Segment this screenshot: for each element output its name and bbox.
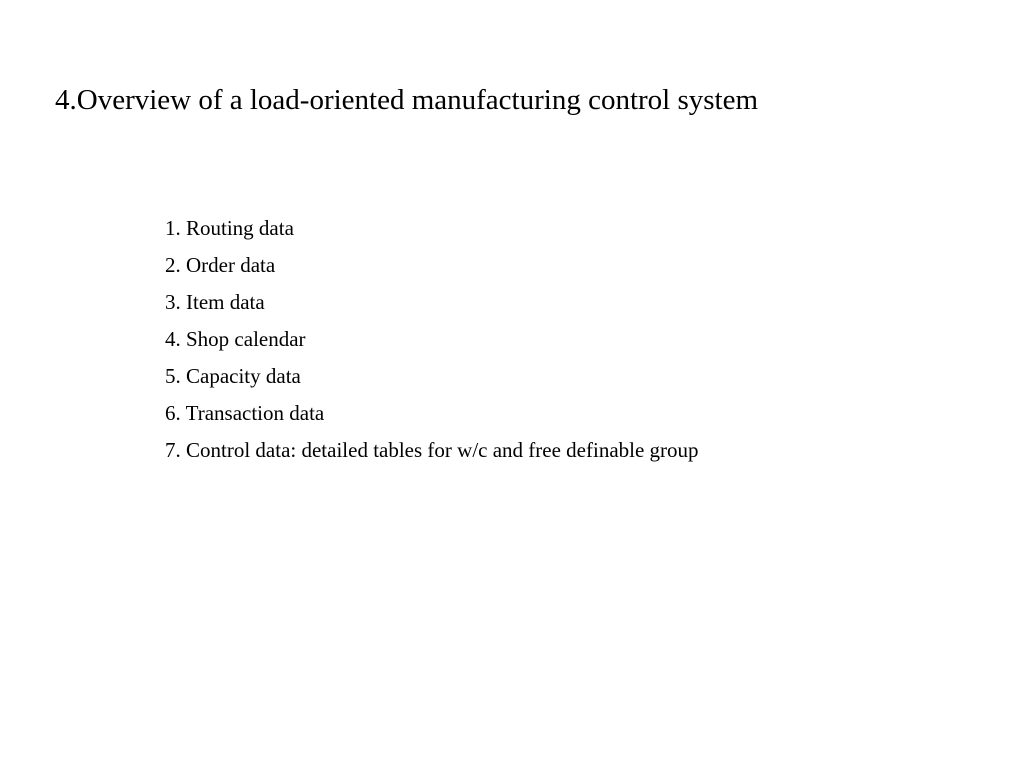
list-item-routing-data: 1. Routing data <box>165 216 294 240</box>
list-item-shop-calendar: 4. Shop calendar <box>165 327 306 351</box>
list-item-capacity-data: 5. Capacity data <box>165 364 301 388</box>
list-item-order-data: 2. Order data <box>165 253 276 277</box>
data-items-list <box>165 210 699 469</box>
list-item-control-data: 7. Control data: detailed tables for w/c and free definable group <box>165 438 699 462</box>
slide-title: 4.Overview of a load-oriented manufacturing control system <box>55 84 759 116</box>
list-item-item-data: 3. Item data <box>165 290 265 314</box>
list-item-transaction-data: 6. Transaction data <box>165 401 325 425</box>
